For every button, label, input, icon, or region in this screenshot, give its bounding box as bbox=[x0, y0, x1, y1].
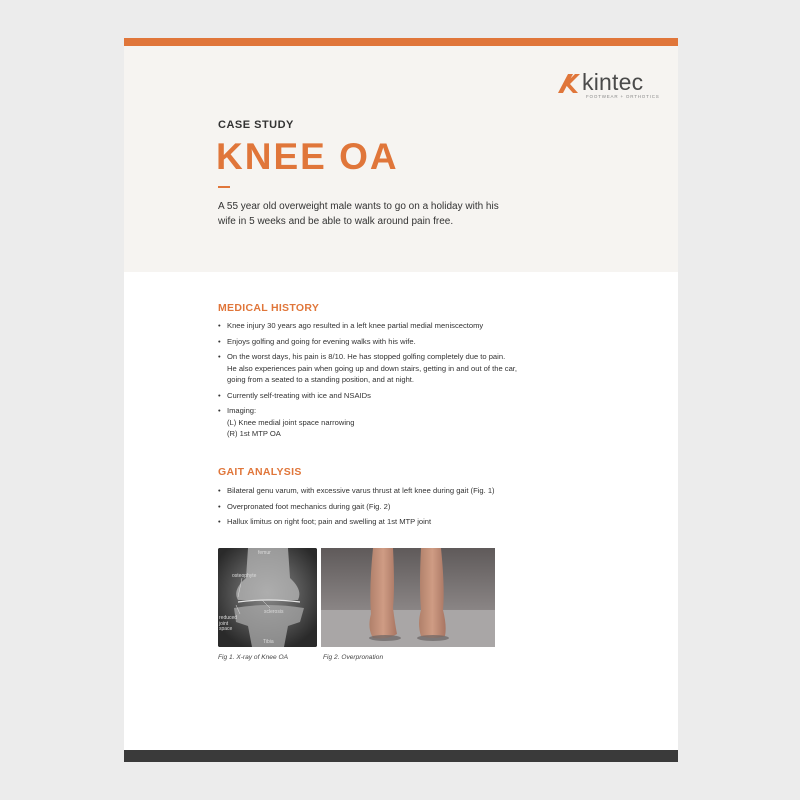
list-item bbox=[218, 351, 638, 386]
top-accent-stripe bbox=[124, 38, 678, 46]
kintec-logo-mark-icon bbox=[556, 72, 582, 94]
list-item-line: (R) 1st MTP OA bbox=[227, 429, 281, 438]
xray-label-tibia: Tibia bbox=[263, 639, 274, 645]
title-divider bbox=[218, 186, 230, 188]
list-item-line: going from a seated to a standing position, and at night. bbox=[227, 375, 415, 384]
footer-bar bbox=[124, 750, 678, 762]
medical-history-list bbox=[218, 320, 638, 444]
xray-label-sclerosis: sclerosis bbox=[264, 609, 284, 615]
intro-paragraph: A 55 year old overweight male wants to go on a holiday with his wife in 5 weeks and be able to walk around pain free. bbox=[218, 201, 499, 227]
medical-history-heading: MEDICAL HISTORY bbox=[218, 302, 320, 314]
page-title: KNEE OA bbox=[216, 136, 399, 177]
list-item: • Enjoys golfing and going for evening walks with his wife. bbox=[218, 336, 638, 348]
case-study-label: CASE STUDY bbox=[218, 119, 294, 131]
list-item bbox=[218, 405, 638, 440]
list-item: • Hallux limitus on right foot; pain and swelling at 1st MTP joint bbox=[218, 516, 638, 528]
list-item-line: • On the worst days, his pain is 8/10. He has stopped golfing completely due to pain. bbox=[227, 352, 506, 361]
xray-label-femur: femur bbox=[258, 550, 271, 556]
list-item-line: (L) Knee medial joint space narrowing bbox=[227, 417, 355, 427]
list-item-line: • Imaging: bbox=[227, 406, 257, 415]
list-item: • Currently self-treating with ice and NSAIDs bbox=[218, 390, 638, 402]
knee-xray-image bbox=[218, 548, 317, 647]
list-item: • Overpronated foot mechanics during gait (Fig. 2) bbox=[218, 501, 638, 513]
case-study-page bbox=[124, 38, 678, 762]
xray-label-osteophyte: osteophyte bbox=[232, 573, 257, 579]
logo-wordmark: kintec bbox=[582, 69, 644, 95]
xray-label-reduced-joint-space: reduced joint space bbox=[219, 615, 238, 632]
logo-tagline: FOOTWEAR + ORTHOTICS bbox=[586, 94, 660, 99]
list-item-line: He also experiences pain when going up and down stairs, getting in and out of the car, bbox=[227, 363, 518, 373]
fig1-caption: Fig 1. X-ray of Knee OA bbox=[218, 654, 288, 661]
list-item: • Bilateral genu varum, with excessive varus thrust at left knee during gait (Fig. 1) bbox=[218, 485, 638, 497]
list-item: • Knee injury 30 years ago resulted in a left knee partial medial meniscectomy bbox=[218, 320, 638, 332]
gait-analysis-heading: GAIT ANALYSIS bbox=[218, 466, 302, 478]
gait-analysis-list bbox=[218, 485, 638, 532]
overpronation-photo bbox=[321, 548, 495, 647]
kintec-logo bbox=[556, 69, 666, 104]
hero-section bbox=[124, 46, 678, 272]
fig2-caption: Fig 2. Overpronation bbox=[323, 654, 384, 661]
